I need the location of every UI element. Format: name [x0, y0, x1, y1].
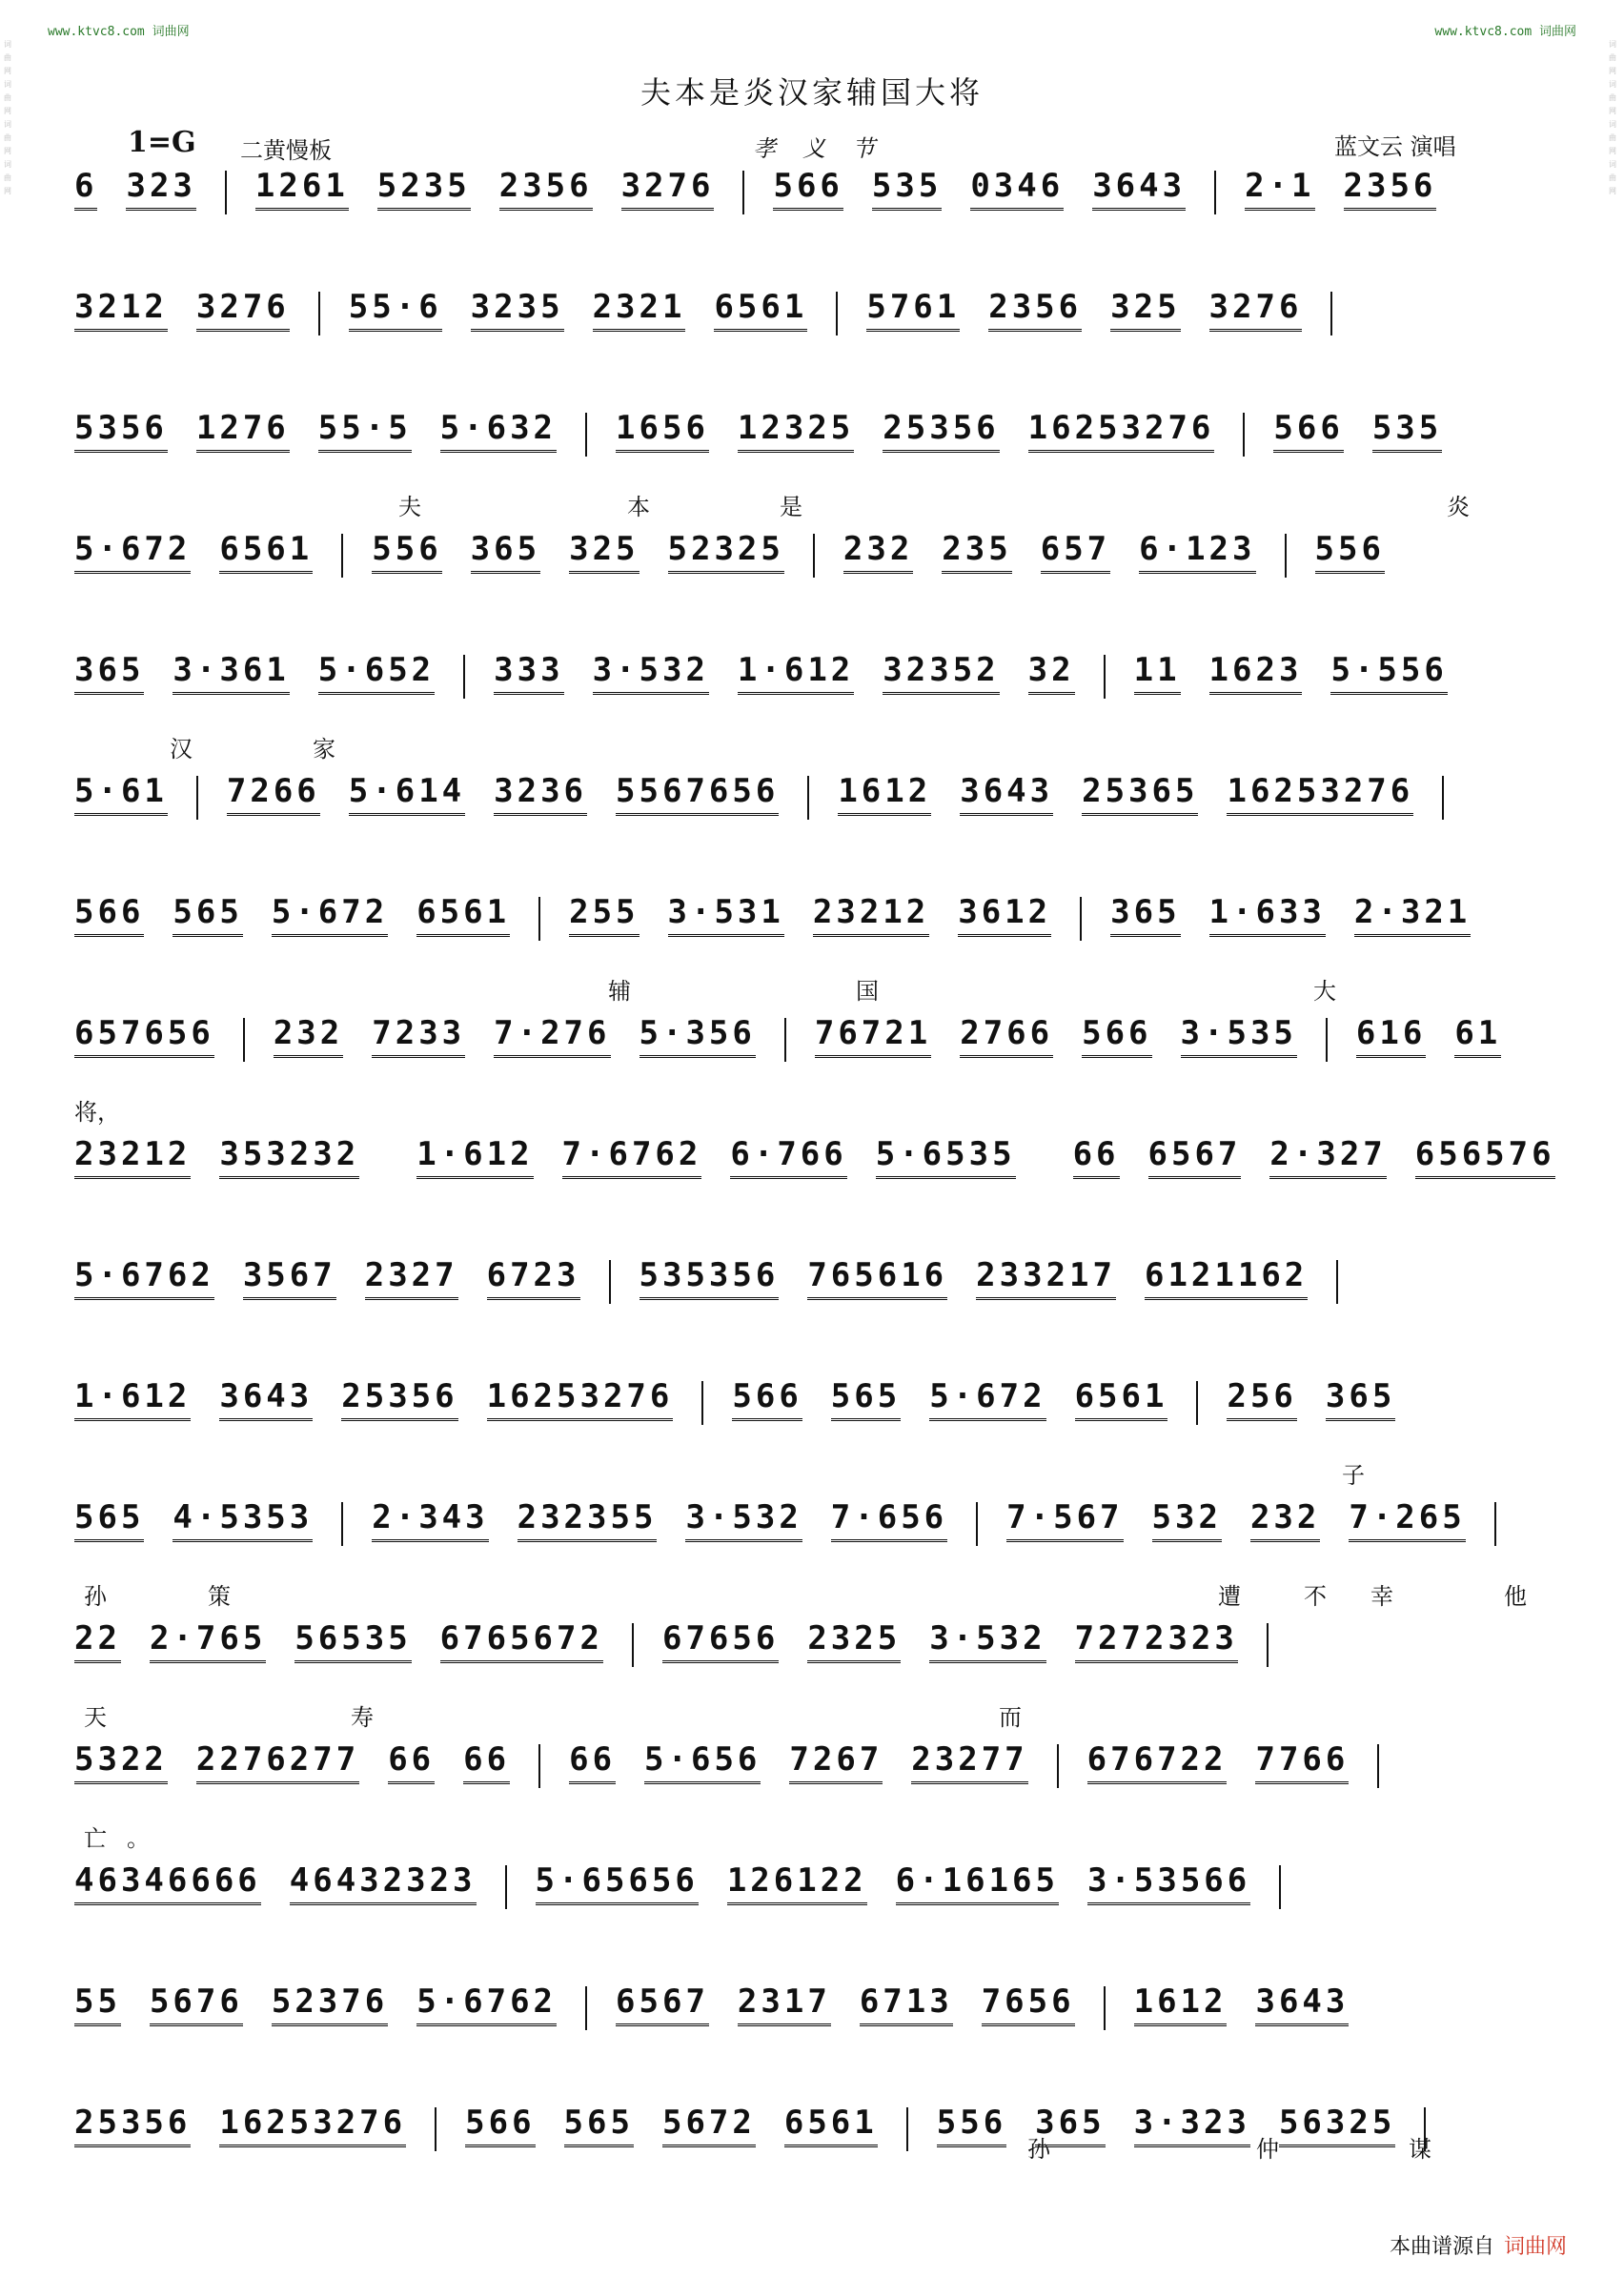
note-group: 3·323: [1134, 2104, 1250, 2147]
note-group: 365: [1326, 1377, 1395, 1421]
note-group: 7267: [789, 1740, 883, 1784]
note-group: 5·656: [644, 1740, 761, 1784]
note-group: 3612: [958, 893, 1051, 937]
note-group: 6121162: [1145, 1256, 1308, 1300]
lyric-char: 。: [127, 1825, 150, 1852]
lyric-char: 大: [1313, 978, 1336, 1005]
note-group: 1612: [838, 772, 931, 816]
note-group: 2356: [988, 288, 1082, 332]
note-group: 7·6762: [562, 1135, 702, 1179]
barline: [585, 1986, 587, 2030]
note-group: 6·766: [730, 1135, 846, 1179]
note-group: 3643: [1092, 167, 1186, 211]
side-watermark-right: 词曲网词曲网词曲网词曲网: [1609, 40, 1616, 195]
note-group: 5·672: [272, 893, 388, 937]
note-group: 5·6762: [416, 1982, 557, 2026]
note-group: 46432323: [290, 1861, 477, 1905]
note-group: 55: [74, 1982, 121, 2026]
lyric-char: 幸: [1370, 1583, 1393, 1610]
note-group: 566: [1273, 409, 1343, 453]
note-group: 3276: [196, 288, 290, 332]
footer-credit: [1390, 2230, 1567, 2260]
note-group: 565: [173, 893, 242, 937]
note-group: 56535: [294, 1619, 411, 1663]
note-group: 365: [1035, 2104, 1105, 2147]
note-group: 25356: [883, 409, 999, 453]
barline: [318, 292, 320, 335]
note-group: 616: [1356, 1014, 1426, 1058]
note-group: 2·327: [1269, 1135, 1386, 1179]
note-group: 3·53566: [1087, 1861, 1250, 1905]
note-group: 66: [1073, 1135, 1120, 1179]
note-group: 5·632: [440, 409, 557, 453]
note-group: 657: [1041, 530, 1110, 574]
note-group: 52376: [272, 1982, 388, 2026]
note-group: 6723: [487, 1256, 580, 1300]
note-group: 66: [388, 1740, 435, 1784]
note-group: 3·532: [593, 651, 709, 695]
note-group: 3235: [471, 288, 564, 332]
note-group: 657656: [74, 1014, 214, 1058]
note-group: 2317: [738, 1982, 831, 2026]
note-group: 52325: [668, 530, 784, 574]
barline: [1243, 413, 1245, 457]
barline: [632, 1623, 634, 1667]
lyric-char: 谋: [1409, 2136, 1431, 2163]
side-watermark-left: 词曲网词曲网词曲网词曲网: [4, 40, 11, 195]
note-group: 12325: [738, 409, 854, 453]
barline: [1104, 655, 1106, 699]
note-group: 46346666: [74, 1861, 261, 1905]
barline: [1104, 1986, 1106, 2030]
staff-line: [74, 1982, 1552, 2026]
note-group: 5·614: [349, 772, 465, 816]
note-group: 325: [569, 530, 639, 574]
note-group: 3·361: [173, 651, 289, 695]
note-group: 2321: [593, 288, 686, 332]
note-group: 5·652: [318, 651, 435, 695]
note-group: 2356: [1344, 167, 1437, 211]
staff-line: [74, 2104, 1552, 2147]
lyric-char: 辅: [608, 978, 631, 1005]
note-group: 2·343: [372, 1498, 488, 1542]
note-group: 566: [773, 167, 842, 211]
note-group: 1·612: [74, 1377, 191, 1421]
lyric-char: 仲: [1256, 2136, 1279, 2163]
note-group: 3·532: [929, 1619, 1045, 1663]
header-site-left[interactable]: www.ktvc8.com 词曲网: [48, 25, 190, 39]
lyric-char: 本: [627, 494, 650, 520]
note-group: 3276: [621, 167, 715, 211]
note-group: 55·6: [349, 288, 442, 332]
barline: [538, 897, 540, 941]
note-group: 16253276: [1227, 772, 1413, 816]
note-group: 333: [494, 651, 563, 695]
note-group: 6765672: [440, 1619, 603, 1663]
note-group: 16253276: [487, 1377, 674, 1421]
note-group: 5356: [74, 409, 168, 453]
note-group: 22: [74, 1619, 121, 1663]
barline: [463, 655, 465, 699]
barline: [243, 1018, 245, 1062]
staff-line: [74, 409, 1552, 453]
note-group: 4·5353: [173, 1498, 313, 1542]
note-group: 5·65656: [536, 1861, 699, 1905]
opera-subtitle: 孝义节: [753, 135, 902, 162]
note-group: 7·567: [1006, 1498, 1123, 1542]
note-group: 2327: [365, 1256, 458, 1300]
note-group: 565: [564, 2104, 634, 2147]
barline: [505, 1865, 507, 1909]
note-group: 32352: [883, 651, 999, 695]
barline: [784, 1018, 786, 1062]
header-site-right[interactable]: www.ktvc8.com 词曲网: [1434, 25, 1576, 39]
note-group: 566: [465, 2104, 535, 2147]
note-group: 23212: [813, 893, 929, 937]
note-group: 56325: [1279, 2104, 1395, 2147]
note-group: 7·265: [1349, 1498, 1465, 1542]
note-group: 3276: [1209, 288, 1303, 332]
note-group: 7266: [227, 772, 320, 816]
note-group: 66: [463, 1740, 510, 1784]
note-group: 25356: [341, 1377, 457, 1421]
note-group: 3·535: [1181, 1014, 1297, 1058]
note-group: 256: [1227, 1377, 1296, 1421]
staff-line: [74, 1740, 1552, 1784]
note-group: 556: [937, 2104, 1006, 2147]
barline: [341, 534, 343, 578]
barline: [836, 292, 838, 335]
note-group: 7656: [982, 1982, 1075, 2026]
barline: [1279, 1865, 1281, 1909]
note-group: 16253276: [1028, 409, 1215, 453]
staff-line: [74, 772, 1552, 816]
note-group: 25365: [1082, 772, 1198, 816]
barline: [976, 1502, 978, 1546]
note-group: 765616: [807, 1256, 947, 1300]
footer-label: 本曲谱源自: [1389, 2235, 1494, 2259]
note-group: 6·16165: [896, 1861, 1059, 1905]
note-group: 323: [126, 167, 195, 211]
note-group: 2·321: [1354, 893, 1471, 937]
note-group: 5672: [662, 2104, 756, 2147]
note-group: 7233: [372, 1014, 465, 1058]
barline: [538, 1744, 540, 1788]
lyric-char: 遭: [1218, 1583, 1241, 1610]
note-group: 61: [1454, 1014, 1501, 1058]
note-group: 66: [569, 1740, 616, 1784]
lyric-char: 子: [1342, 1462, 1365, 1489]
staff-line: [74, 1135, 1555, 1179]
note-group: 1·633: [1209, 893, 1326, 937]
lyric-char: 是: [780, 494, 802, 520]
note-group: 6561: [219, 530, 313, 574]
barline: [1057, 1744, 1059, 1788]
footer-site-link[interactable]: 词曲网: [1503, 2235, 1567, 2259]
note-group: 566: [732, 1377, 802, 1421]
note-group: 566: [74, 893, 144, 937]
note-group: 3212: [74, 288, 168, 332]
note-group: 25356: [74, 2104, 191, 2147]
note-group: 76721: [815, 1014, 931, 1058]
note-group: 232: [843, 530, 913, 574]
note-group: 2276277: [196, 1740, 359, 1784]
note-group: 5676: [150, 1982, 243, 2026]
staff-line: [74, 1861, 1552, 1905]
note-group: 365: [471, 530, 540, 574]
note-group: 6561: [784, 2104, 878, 2147]
note-group: 535356: [639, 1256, 780, 1300]
performer-credit: 蓝文云 演唱: [1334, 133, 1456, 160]
meter-label: 二黄慢板: [240, 137, 332, 164]
note-group: 232: [1250, 1498, 1320, 1542]
note-group: 3643: [219, 1377, 313, 1421]
lyric-char: 孙: [1027, 2136, 1050, 2163]
note-group: 255: [569, 893, 639, 937]
barline: [1080, 897, 1082, 941]
note-group: 7272323: [1075, 1619, 1238, 1663]
lyric-char: 国: [856, 978, 879, 1005]
lyric-char: 天: [84, 1704, 107, 1731]
note-group: 2325: [807, 1619, 901, 1663]
note-group: 5·672: [929, 1377, 1045, 1421]
barline: [609, 1260, 611, 1304]
barline: [1267, 1623, 1269, 1667]
lyric-char: 夫: [398, 494, 421, 520]
barline: [813, 534, 815, 578]
note-group: 232: [274, 1014, 343, 1058]
note-group: 565: [831, 1377, 901, 1421]
note-group: 353232: [219, 1135, 359, 1179]
note-group: 676722: [1087, 1740, 1228, 1784]
note-group: 55·5: [318, 409, 412, 453]
lyric-char: 而: [999, 1704, 1022, 1731]
note-group: 67656: [662, 1619, 779, 1663]
staff-line: [74, 530, 1552, 574]
score-title: 夫本是炎汉家辅国大将: [639, 74, 984, 111]
lyric-char: 炎: [1447, 494, 1470, 520]
note-group: 7·276: [494, 1014, 610, 1058]
note-group: 6713: [860, 1982, 953, 2026]
note-group: 5·356: [639, 1014, 756, 1058]
note-group: 1612: [1134, 1982, 1228, 2026]
note-group: 656576: [1415, 1135, 1555, 1179]
note-group: 565: [74, 1498, 144, 1542]
barline: [1326, 1018, 1328, 1062]
staff-line: [74, 1619, 1552, 1663]
barline: [1377, 1744, 1379, 1788]
barline: [742, 171, 744, 214]
note-group: 233217: [976, 1256, 1116, 1300]
note-group: 11: [1134, 651, 1181, 695]
note-group: 5·6762: [74, 1256, 214, 1300]
note-group: 23212: [74, 1135, 191, 1179]
lyric-char: 不: [1304, 1583, 1327, 1610]
barline: [1285, 534, 1287, 578]
note-group: 5·556: [1330, 651, 1447, 695]
note-group: 5·61: [74, 772, 168, 816]
note-group: 1276: [196, 409, 290, 453]
barline: [1330, 292, 1332, 335]
staff-line: [74, 167, 1552, 211]
note-group: 6567: [1148, 1135, 1242, 1179]
barline: [435, 2107, 436, 2151]
note-group: 32: [1028, 651, 1075, 695]
note-group: 1656: [616, 409, 709, 453]
lyric-char: 寿: [351, 1704, 374, 1731]
note-group: 556: [1315, 530, 1385, 574]
note-group: 535: [1372, 409, 1442, 453]
note-group: 2·765: [150, 1619, 266, 1663]
note-group: 3·531: [668, 893, 784, 937]
note-group: 6561: [416, 893, 510, 937]
note-group: 232355: [518, 1498, 658, 1542]
lyric-char: 汉: [170, 736, 193, 762]
lyric-char: 策: [208, 1583, 231, 1610]
note-group: 535: [872, 167, 942, 211]
note-group: 2356: [499, 167, 593, 211]
staff-line: [74, 1498, 1552, 1542]
note-group: 16253276: [219, 2104, 406, 2147]
note-group: 2·1: [1245, 167, 1314, 211]
note-group: 5322: [74, 1740, 168, 1784]
note-group: 3·532: [685, 1498, 802, 1542]
note-group: 23277: [911, 1740, 1027, 1784]
barline: [341, 1502, 343, 1546]
note-group: 5761: [866, 288, 960, 332]
note-group: 3643: [1255, 1982, 1349, 2026]
staff-line: [74, 893, 1552, 937]
barline: [1214, 171, 1216, 214]
barline: [196, 776, 198, 820]
note-group: 532: [1152, 1498, 1222, 1542]
note-group: 7766: [1255, 1740, 1349, 1784]
note-group: 5235: [377, 167, 471, 211]
note-group: 6: [74, 167, 97, 211]
staff-line: [74, 1256, 1552, 1300]
note-group: 126122: [727, 1861, 867, 1905]
note-group: 1·612: [416, 1135, 533, 1179]
note-group: 3236: [494, 772, 587, 816]
note-group: 6561: [714, 288, 807, 332]
lyric-char: 亡: [84, 1825, 107, 1852]
barline: [701, 1381, 703, 1425]
note-group: 556: [372, 530, 441, 574]
lyric-char: 将，: [74, 1099, 120, 1126]
lyric-char: 家: [313, 736, 335, 762]
note-group: 3567: [243, 1256, 336, 1300]
note-group: 5·6535: [876, 1135, 1016, 1179]
note-group: 6561: [1075, 1377, 1168, 1421]
note-group: 365: [1110, 893, 1180, 937]
barline: [906, 2107, 908, 2151]
barline: [1494, 1502, 1496, 1546]
note-group: 1261: [255, 167, 349, 211]
staff-line: [74, 1377, 1552, 1421]
lyric-char: 他: [1504, 1583, 1527, 1610]
staff-line: [74, 651, 1552, 695]
note-group: 325: [1110, 288, 1180, 332]
staff-line: [74, 288, 1552, 332]
lyric-char: 孙: [84, 1583, 107, 1610]
note-group: 0346: [970, 167, 1064, 211]
note-group: 5·672: [74, 530, 191, 574]
barline: [585, 413, 587, 457]
barline: [807, 776, 809, 820]
note-group: 7·656: [831, 1498, 947, 1542]
note-group: 2766: [960, 1014, 1053, 1058]
note-group: 1623: [1209, 651, 1303, 695]
staff-line: [74, 1014, 1552, 1058]
barline: [1442, 776, 1444, 820]
barline: [225, 171, 227, 214]
note-group: 5567656: [616, 772, 779, 816]
note-group: 6·123: [1139, 530, 1255, 574]
key-signature: 1=G: [128, 126, 196, 159]
note-group: 235: [942, 530, 1011, 574]
barline: [1196, 1381, 1198, 1425]
note-group: 566: [1082, 1014, 1151, 1058]
barline: [1336, 1260, 1338, 1304]
note-group: 365: [74, 651, 144, 695]
note-group: 3643: [960, 772, 1053, 816]
note-group: 6567: [616, 1982, 709, 2026]
note-group: 1·612: [738, 651, 854, 695]
